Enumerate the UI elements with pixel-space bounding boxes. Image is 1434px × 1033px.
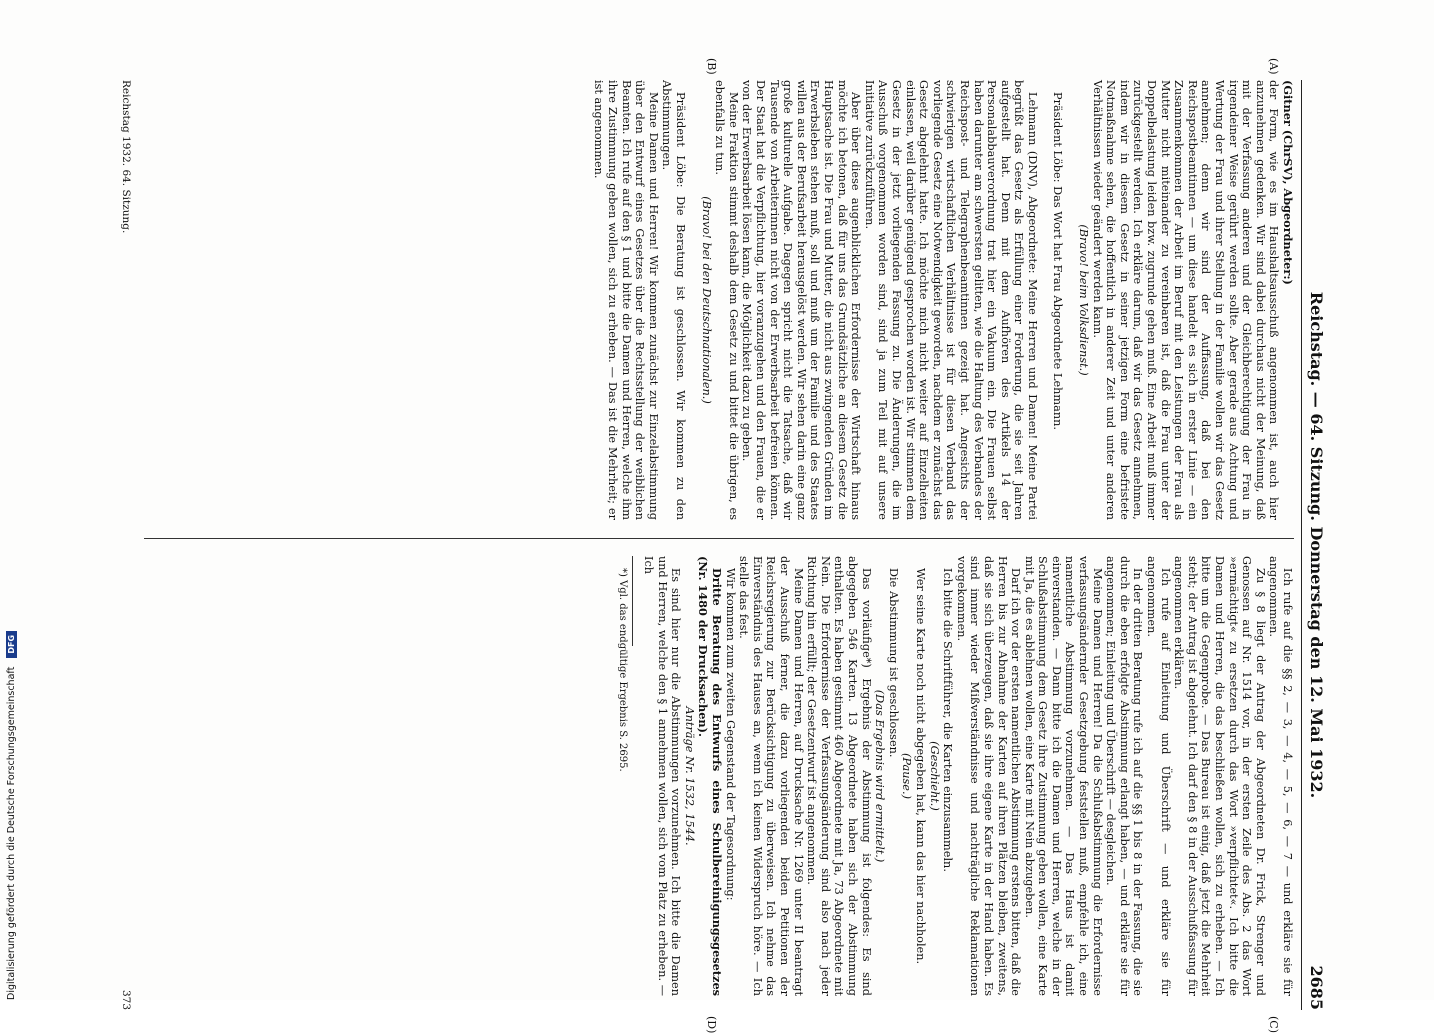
paragraph: Darf ich vor der ersten namentlichen Abstimmung erstens bitten, daß die Herren bis zur Abnahme der Karten auf ihren Plätzen bleiben, zweitens, daß sie sich überzeugen, daß sie ihre eigene Karte in der Hand haben. Es sind immer wieder Mißverständnisse und nachträgliche Reklamationen vorgekommen. — [954, 556, 1023, 996]
paragraph: der Form, wie es im Haushaltsausschuß angenommen ist, auch hier anzunehmen gedenken. Wir sind dabei durchaus nicht der Meinung, daß mit der Verfassung anderen und der Gleichberechtigung der Frau in irgendeiner Weise gerührt werden sollte. Aber gerade aus Achtung und Wertung der Frau und ihrer Stellung in der Familie wollen wir das Gesetz annehmen; denn wir sind der Auffassung, daß bei den Reichspostbeamtinnen — um diese handelt es sich in erster Linie — ein Zusammenkommen der Arbeit im Beruf mit den Leistungen der Frau als Mutter nicht miteinander zu vereinbaren ist, daß die Frau unter der Doppelbelastung leiden bzw. zugrunde gehen muß. Eine Arbeit muß immer zurückgestellt werden. Ich erkläre darum, daß wir das Gesetz annehmen, indem wir in diesem Gesetz in seiner jetzigen Form eine befristete Notmaßnahme sehen, die hoffentlich in anderer Zeit und unter anderen Verhältnissen wieder geändert werden kann. — [1090, 80, 1281, 520]
paragraph: Ich rufe auf Einleitung und Überschrift — und erkläre sie für angenommen. — [1145, 556, 1172, 996]
interjection: (Bravo! bei den Deutschnationalen.) — [699, 196, 713, 404]
margin-mark-a: (A) — [1267, 58, 1280, 75]
left-column — [592, 80, 1294, 520]
dfg-logo: DFG — [6, 631, 17, 658]
interjection: Anträge Nr. 1532, 1544. — [682, 706, 696, 846]
paragraph: Lehmann (DNV), Abgeordnete: Meine Herren und Damen! Meine Partei begrüßt das Gesetz als Erfüllung einer Forderung, die sie seit Jahren aufgestellt hat. Denn mit dem Aufhören des Artikels 14 der Personalabbauverordnung trat hier ein Vakuum ein. Die Frauen selbst haben darunter am schwersten gelitten, wie die Haltung des Verbandes der Reichspost- und Telegraphenbeamtinnen gezeigt hat. Angesichts der schwierigen wirtschaftlichen Verhältnisse ist für diesen Verband das vorliegende Gesetz eine Notwendigkeit geworden, nachdem er zunächst das Gesetz abgelehnt hatte. Ich möchte mich nicht weiter auf Einzelheiten einlassen, weil darüber genügend gesprochen worden ist. Wir stimmen dem Gesetz in der jetzt vorliegenden Fassung zu. Die Änderungen, die im Ausschuß vorgenommen worden sind, sind ja zum Teil mit auf unsere Initiative zurückzuführen. — [862, 80, 1039, 520]
header-page-number: 2685 — [1307, 965, 1326, 1010]
digitization-note — [6, 10, 17, 1000]
footnote-rule — [633, 556, 634, 646]
speaker-heading: (Gitner (ChrSV), Abgeordneter:) — [1281, 80, 1295, 285]
header-rule — [1301, 80, 1302, 1010]
interjection: (Das Ergebnis wird ermittelt.) — [873, 689, 887, 863]
paragraph: Wir kommen zum zweiten Gegenstand der Tagesordnung: — [723, 568, 737, 901]
paragraph: Meine Damen und Herren, auf Drucksache Nr. 1269 unter II beantragt der Ausschuß ferner, die dazu vorliegenden beiden Petitionen der Reichsregierung zur Berücksichtigung zu überweisen. Ich nehme das Einverständnis des Hauses an, wenn ich keinen Widerspruch höre. — Ich stelle das fest. — [737, 556, 805, 996]
footer-page-number: 373 — [120, 989, 132, 1010]
paragraph: Wer seine Karte noch nicht abgegeben hat, kann das hier nachholen. — [913, 568, 927, 965]
interjection: (Bravo! beim Volksdienst.) — [1077, 224, 1091, 376]
paragraph: Zu § 8 liegt der Antrag der Abgeordneten Dr. Frick, Strenger und Genossen auf Nr. 1514 vor, in der ersten Zeile des Abs. 2 das Wort »ermächtigt« zu ersetzen durch das Wort »verpflichtet«. Ich bitte die Damen und Herren, die das beschließen wollen, sich zu erheben. — Ich bitte um die Gegenprobe. — Das Bureau ist einig, daß jetzt die Mehrheit steht; der Antrag ist abgelehnt. Ich darf den § 8 in der Ausschußfassung für angenommen erklären. — [1172, 556, 1267, 996]
running-header — [1304, 80, 1328, 1010]
header-title: Reichstag. — 64. Sitzung. Donnerstag den 12. Mai 1932. — [1307, 291, 1326, 799]
column-divider — [144, 538, 1294, 539]
margin-mark-d: (D) — [705, 1016, 718, 1033]
interjection: (Geschieht.) — [927, 741, 941, 811]
digitization-text: Digitalisierung gefördert durch die Deutsche Forschungsgemeinschaft — [6, 666, 17, 1000]
paragraph: Meine Damen und Herren! Da die Schlußabstimmung die Erfordernisse verfassungsändernder Gesetzgebung feststellen muß, empfehle ich, eine namentliche Abstimmung vorzunehmen. — Das Haus ist damit einverstanden. — Dann bitte ich die Damen und Herren, welche in der Schlußabstimmung dem Gesetz ihre Zustimmung geben wollen, eine Karte mit Ja, die es ablehnen wollen, eine Karte mit Nein abzugeben. — [1022, 556, 1104, 996]
interjection: (Pause.) — [900, 753, 914, 799]
footer-left: Reichstag 1932. 64. Sitzung. — [120, 80, 132, 234]
paragraph: Präsident Löbe: Das Wort hat Frau Abgeordnete Lehmann. — [1051, 92, 1065, 430]
right-column — [616, 556, 1294, 996]
paragraph: Meine Fraktion stimmt deshalb dem Gesetz zu und bittet die übrigen, es ebenfalls zu tun. — [713, 80, 740, 520]
paragraph: Ich rufe auf die §§ 2, — 3, — 4, — 5, — 6, — 7 — und erkläre sie für angenommen. — [1267, 556, 1294, 996]
paragraph: Das vorläufige*) Ergebnis der Abstimmung ist folgendes: Es sind abgegeben 546 Karten. 13 Abgeordnete haben sich der Abstimmung enthalten. Es haben gestimmt 460 Abgeordnete mit Ja, 73 Abgeordnete mit Nein. Die Erfordernisse der Verfassungsänderung sind also nach jeder Richtung hin erfüllt; der Gesetzentwurf ist angenommen. — [805, 556, 873, 996]
paragraph: Präsident Löbe: Die Beratung ist geschlossen. Wir kommen zu den Abstimmungen. — [660, 80, 688, 520]
margin-mark-b: (B) — [705, 58, 718, 75]
paragraph: Es sind hier nur die Abstimmungen vorzunehmen. Ich bitte die Damen und Herren, welche den § 1 annehmen wollen, sich vom Platz zu erheben. — Ich — [642, 556, 683, 996]
paragraph: Dritte Beratung des Entwurfs eines Schulbereinigungsgesetzes (Nr. 1480 der Drucksachen). — [696, 556, 725, 996]
paragraph: Ich bitte die Schriftführer, die Karten einzusammeln. — [941, 568, 955, 872]
margin-mark-c: (C) — [1267, 1016, 1280, 1033]
paragraph: Meine Damen und Herren! Wir kommen zunächst zur Einzelabstimmung über den Entwurf eines Gesetzes über die Rechtsstellung der weiblichen Beamten. Ich rufe auf den § 1 und bitte die Damen und Herren, welche ihm ihre Zustimmung geben wollen, sich zu erheben. — Das ist die Mehrheit; er ist angenommen. — [592, 80, 660, 520]
paragraph: Die Abstimmung ist geschlossen. — [886, 568, 900, 758]
footnote: *) Vgl. das endgültige Ergebnis S. 2695. — [617, 568, 629, 772]
paragraph: In der dritten Beratung rufe ich auf die §§ 1 bis 8 in der Fassung, die sie durch die eben erfolgte Abstimmung erlangt haben, — und erkläre sie für angenommen; Einleitung und Überschrift — desgleichen. — [1104, 556, 1145, 996]
rotated-page-content — [96, 58, 1328, 1033]
paragraph: Aber über diese augenblicklichen Erfordernisse der Wirtschaft hinaus möchte ich betonen, daß für uns das Grundsätzliche an diesem Gesetz die Hauptsache ist. Die Frau und Mutter, die nicht aus zwingenden Gründen im Erwerbsleben stehen muß, soll und muß um der Familie und des Staates willen aus der Berufsarbeit herausgelöst werden. Wir sehen darin eine ganz große kulturelle Aufgabe. Dagegen spricht nicht die Tatsache, daß wir Tausende von Arbeiterinnen nicht von der Erwerbsarbeit befreien können. Der Staat hat die Verpflichtung, hier voranzugehen und den Frauen, die er von der Erwerbsarbeit lösen kann, die Möglichkeit dazu zu geben. — [740, 80, 863, 520]
